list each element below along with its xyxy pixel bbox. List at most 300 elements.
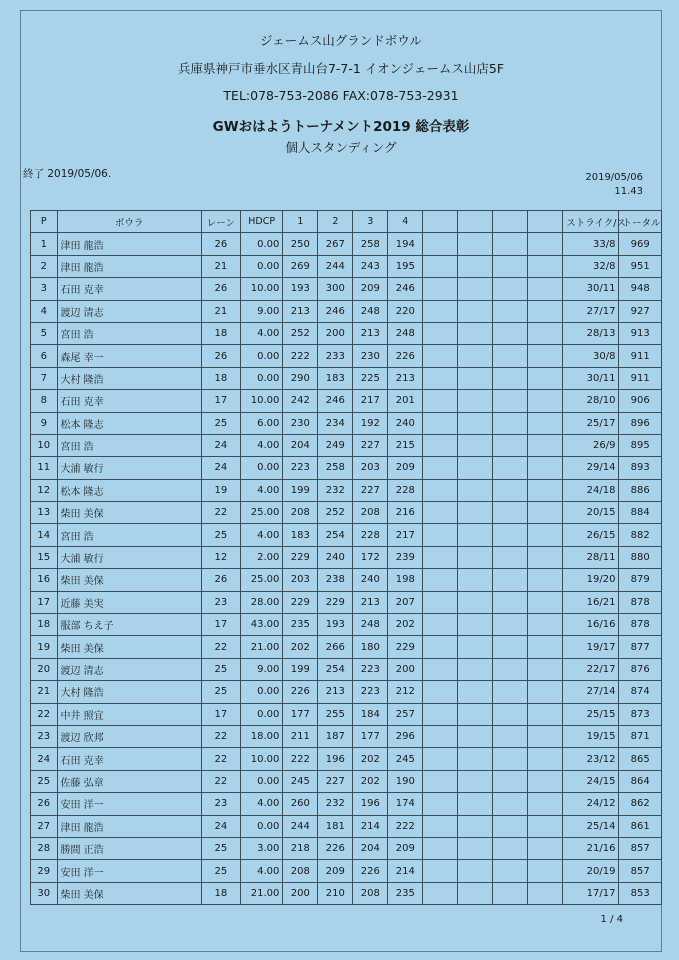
game2-cell: 210 [318, 882, 353, 904]
standing-subtitle: 個人スタンディング [285, 140, 397, 155]
game2-cell: 255 [318, 703, 353, 725]
game2-cell: 240 [318, 546, 353, 568]
empty-cell [493, 614, 528, 636]
empty-cell [458, 882, 493, 904]
hdcp-cell: 9.00 [240, 300, 282, 322]
lane-cell: 19 [201, 479, 240, 501]
strike-spare-cell: 19/15 [563, 725, 619, 747]
game2-cell: 187 [318, 725, 353, 747]
game4-cell: 257 [388, 703, 423, 725]
game1-cell: 203 [283, 569, 318, 591]
empty-cell [528, 636, 563, 658]
empty-cell [493, 502, 528, 524]
hdcp-cell: 0.00 [240, 815, 282, 837]
game3-cell: 202 [353, 748, 388, 770]
bowler-name-cell: 津田 龍浩 [57, 255, 201, 277]
game3-cell: 226 [353, 860, 388, 882]
empty-cell [458, 434, 493, 456]
game1-cell: 245 [283, 770, 318, 792]
lane-cell: 22 [201, 636, 240, 658]
bowler-name-cell: 安田 洋一 [57, 793, 201, 815]
hdcp-cell: 0.00 [240, 233, 282, 255]
game1-cell: 290 [283, 367, 318, 389]
tournament-title: GWおはようトーナメント2019 総合表彰 [212, 119, 470, 135]
table-row [31, 748, 662, 770]
bowler-name-cell: 松本 隆志 [57, 412, 201, 434]
total-cell: 862 [619, 793, 662, 815]
game4-cell: 194 [388, 233, 423, 255]
total-cell: 876 [619, 658, 662, 680]
lane-cell: 26 [201, 278, 240, 300]
strike-spare-cell: 27/14 [563, 681, 619, 703]
strike-spare-cell: 30/11 [563, 367, 619, 389]
game3-cell: 230 [353, 345, 388, 367]
empty-cell [458, 860, 493, 882]
total-cell: 927 [619, 300, 662, 322]
game3-cell: 208 [353, 882, 388, 904]
bowler-name-cell: 近藤 美実 [57, 591, 201, 613]
game3-cell: 248 [353, 300, 388, 322]
empty-cell [458, 658, 493, 680]
rank-cell: 15 [31, 546, 58, 568]
hdcp-cell: 9.00 [240, 658, 282, 680]
strike-spare-cell: 25/15 [563, 703, 619, 725]
table-row [31, 479, 662, 501]
lane-cell: 24 [201, 434, 240, 456]
total-cell: 853 [619, 882, 662, 904]
game3-cell: 228 [353, 524, 388, 546]
game2-cell: 244 [318, 255, 353, 277]
game2-cell: 227 [318, 770, 353, 792]
standings-table [30, 210, 662, 905]
empty-cell [458, 367, 493, 389]
hdcp-cell: 21.00 [240, 636, 282, 658]
rank-cell: 26 [31, 793, 58, 815]
empty-cell [423, 770, 458, 792]
lane-cell: 25 [201, 524, 240, 546]
empty-cell [493, 703, 528, 725]
game4-cell: 212 [388, 681, 423, 703]
empty-cell [493, 882, 528, 904]
score-sheet [20, 10, 662, 952]
bowler-name-cell: 渡辺 清志 [57, 658, 201, 680]
total-cell: 857 [619, 860, 662, 882]
bowler-name-cell: 渡辺 欣邦 [57, 725, 201, 747]
empty-cell [493, 457, 528, 479]
table-row [31, 703, 662, 725]
bowler-name-cell: 渡辺 清志 [57, 300, 201, 322]
game3-cell: 202 [353, 770, 388, 792]
rank-cell: 3 [31, 278, 58, 300]
game2-cell: 232 [318, 793, 353, 815]
game2-cell: 213 [318, 681, 353, 703]
game2-cell: 300 [318, 278, 353, 300]
empty-cell [493, 793, 528, 815]
print-date: 2019/05/06 [585, 172, 643, 183]
total-cell: 877 [619, 636, 662, 658]
empty-cell [423, 322, 458, 344]
game2-cell: 254 [318, 524, 353, 546]
game1-cell: 226 [283, 681, 318, 703]
game1-cell: 229 [283, 591, 318, 613]
table-row [31, 770, 662, 792]
col-header [528, 211, 563, 233]
game2-cell: 209 [318, 860, 353, 882]
empty-cell [458, 703, 493, 725]
game3-cell: 213 [353, 322, 388, 344]
game1-cell: 260 [283, 793, 318, 815]
table-row [31, 502, 662, 524]
game1-cell: 244 [283, 815, 318, 837]
bowler-name-cell: 宮田 浩 [57, 322, 201, 344]
col-header: 3 [353, 211, 388, 233]
game1-cell: 235 [283, 614, 318, 636]
game4-cell: 190 [388, 770, 423, 792]
lane-cell: 21 [201, 300, 240, 322]
empty-cell [423, 882, 458, 904]
lane-cell: 26 [201, 233, 240, 255]
hdcp-cell: 21.00 [240, 882, 282, 904]
table-row [31, 457, 662, 479]
empty-cell [458, 390, 493, 412]
empty-cell [493, 748, 528, 770]
game1-cell: 202 [283, 636, 318, 658]
rank-cell: 25 [31, 770, 58, 792]
empty-cell [493, 681, 528, 703]
lane-cell: 22 [201, 770, 240, 792]
game4-cell: 198 [388, 569, 423, 591]
empty-cell [528, 434, 563, 456]
empty-cell [493, 412, 528, 434]
game3-cell: 203 [353, 457, 388, 479]
game3-cell: 258 [353, 233, 388, 255]
game4-cell: 202 [388, 614, 423, 636]
empty-cell [493, 569, 528, 591]
strike-spare-cell: 25/14 [563, 815, 619, 837]
lane-cell: 23 [201, 591, 240, 613]
game4-cell: 229 [388, 636, 423, 658]
game4-cell: 240 [388, 412, 423, 434]
empty-cell [528, 725, 563, 747]
empty-cell [458, 748, 493, 770]
table-row [31, 322, 662, 344]
table-row [31, 546, 662, 568]
empty-cell [423, 233, 458, 255]
hdcp-cell: 10.00 [240, 278, 282, 300]
col-header: P [31, 211, 58, 233]
game4-cell: 296 [388, 725, 423, 747]
game1-cell: 208 [283, 502, 318, 524]
table-row [31, 793, 662, 815]
total-cell: 874 [619, 681, 662, 703]
empty-cell [528, 793, 563, 815]
empty-cell [458, 300, 493, 322]
col-header: レーン [201, 211, 240, 233]
lane-cell: 12 [201, 546, 240, 568]
empty-cell [493, 233, 528, 255]
game3-cell: 196 [353, 793, 388, 815]
game2-cell: 266 [318, 636, 353, 658]
strike-spare-cell: 24/18 [563, 479, 619, 501]
empty-cell [423, 457, 458, 479]
col-header: 4 [388, 211, 423, 233]
game3-cell: 184 [353, 703, 388, 725]
lane-cell: 22 [201, 725, 240, 747]
empty-cell [528, 860, 563, 882]
empty-cell [528, 412, 563, 434]
empty-cell [528, 390, 563, 412]
empty-cell [493, 255, 528, 277]
empty-cell [493, 479, 528, 501]
lane-cell: 26 [201, 569, 240, 591]
game4-cell: 174 [388, 793, 423, 815]
empty-cell [458, 725, 493, 747]
lane-cell: 24 [201, 815, 240, 837]
game2-cell: 254 [318, 658, 353, 680]
rank-cell: 7 [31, 367, 58, 389]
empty-cell [423, 278, 458, 300]
rank-cell: 23 [31, 725, 58, 747]
empty-cell [423, 748, 458, 770]
game1-cell: 269 [283, 255, 318, 277]
empty-cell [493, 815, 528, 837]
empty-cell [458, 412, 493, 434]
empty-cell [423, 703, 458, 725]
hdcp-cell: 28.00 [240, 591, 282, 613]
table-row [31, 434, 662, 456]
empty-cell [458, 636, 493, 658]
game1-cell: 193 [283, 278, 318, 300]
venue-name: ジェームス山グランドボウル [260, 33, 422, 48]
table-row [31, 569, 662, 591]
table-row [31, 412, 662, 434]
total-cell: 861 [619, 815, 662, 837]
empty-cell [458, 479, 493, 501]
rank-cell: 16 [31, 569, 58, 591]
game3-cell: 209 [353, 278, 388, 300]
bowler-name-cell: 津田 龍浩 [57, 233, 201, 255]
empty-cell [423, 725, 458, 747]
game4-cell: 220 [388, 300, 423, 322]
strike-spare-cell: 23/12 [563, 748, 619, 770]
empty-cell [493, 860, 528, 882]
hdcp-cell: 4.00 [240, 479, 282, 501]
bowler-name-cell: 大村 隆浩 [57, 681, 201, 703]
game2-cell: 193 [318, 614, 353, 636]
game4-cell: 222 [388, 815, 423, 837]
bowler-name-cell: 安田 洋一 [57, 860, 201, 882]
game3-cell: 204 [353, 837, 388, 859]
game3-cell: 243 [353, 255, 388, 277]
total-cell: 948 [619, 278, 662, 300]
hdcp-cell: 0.00 [240, 367, 282, 389]
empty-cell [458, 457, 493, 479]
empty-cell [528, 748, 563, 770]
game1-cell: 222 [283, 748, 318, 770]
strike-spare-cell: 25/17 [563, 412, 619, 434]
empty-cell [423, 255, 458, 277]
hdcp-cell: 0.00 [240, 345, 282, 367]
empty-cell [528, 502, 563, 524]
rank-cell: 13 [31, 502, 58, 524]
game2-cell: 233 [318, 345, 353, 367]
empty-cell [528, 457, 563, 479]
col-header [458, 211, 493, 233]
table-row [31, 837, 662, 859]
rank-cell: 4 [31, 300, 58, 322]
empty-cell [458, 837, 493, 859]
col-header [493, 211, 528, 233]
hdcp-cell: 0.00 [240, 770, 282, 792]
rank-cell: 24 [31, 748, 58, 770]
strike-spare-cell: 27/17 [563, 300, 619, 322]
table-row [31, 658, 662, 680]
empty-cell [423, 434, 458, 456]
strike-spare-cell: 29/14 [563, 457, 619, 479]
lane-cell: 24 [201, 457, 240, 479]
empty-cell [423, 658, 458, 680]
hdcp-cell: 25.00 [240, 569, 282, 591]
game4-cell: 235 [388, 882, 423, 904]
strike-spare-cell: 33/8 [563, 233, 619, 255]
print-time: 11.43 [614, 186, 643, 197]
hdcp-cell: 10.00 [240, 390, 282, 412]
empty-cell [423, 524, 458, 546]
col-header: HDCP [240, 211, 282, 233]
game4-cell: 209 [388, 837, 423, 859]
game1-cell: 208 [283, 860, 318, 882]
hdcp-cell: 2.00 [240, 546, 282, 568]
empty-cell [458, 591, 493, 613]
bowler-name-cell: 松本 隆志 [57, 479, 201, 501]
page-indicator: 1 / 4 [600, 914, 623, 925]
game4-cell: 214 [388, 860, 423, 882]
empty-cell [528, 546, 563, 568]
empty-cell [528, 367, 563, 389]
strike-spare-cell: 24/12 [563, 793, 619, 815]
bowler-name-cell: 宮田 浩 [57, 434, 201, 456]
game2-cell: 229 [318, 591, 353, 613]
strike-spare-cell: 19/20 [563, 569, 619, 591]
rank-cell: 19 [31, 636, 58, 658]
table-row [31, 524, 662, 546]
table-row [31, 614, 662, 636]
empty-cell [423, 614, 458, 636]
col-header [423, 211, 458, 233]
empty-cell [458, 345, 493, 367]
rank-cell: 20 [31, 658, 58, 680]
game4-cell: 201 [388, 390, 423, 412]
table-row [31, 390, 662, 412]
game1-cell: 200 [283, 882, 318, 904]
empty-cell [528, 658, 563, 680]
empty-cell [458, 524, 493, 546]
game4-cell: 216 [388, 502, 423, 524]
lane-cell: 21 [201, 255, 240, 277]
empty-cell [528, 703, 563, 725]
lane-cell: 25 [201, 681, 240, 703]
total-cell: 865 [619, 748, 662, 770]
lane-cell: 25 [201, 658, 240, 680]
lane-cell: 18 [201, 882, 240, 904]
game4-cell: 228 [388, 479, 423, 501]
empty-cell [493, 322, 528, 344]
lane-cell: 17 [201, 390, 240, 412]
empty-cell [423, 569, 458, 591]
game2-cell: 196 [318, 748, 353, 770]
empty-cell [493, 591, 528, 613]
bowler-name-cell: 大村 隆浩 [57, 367, 201, 389]
table-row [31, 815, 662, 837]
empty-cell [493, 278, 528, 300]
lane-cell: 23 [201, 793, 240, 815]
game3-cell: 214 [353, 815, 388, 837]
rank-cell: 9 [31, 412, 58, 434]
empty-cell [528, 479, 563, 501]
rank-cell: 29 [31, 860, 58, 882]
bowler-name-cell: 柴田 美保 [57, 502, 201, 524]
game3-cell: 208 [353, 502, 388, 524]
game4-cell: 207 [388, 591, 423, 613]
game1-cell: 223 [283, 457, 318, 479]
bowler-name-cell: 石田 克幸 [57, 278, 201, 300]
total-cell: 913 [619, 322, 662, 344]
lane-cell: 18 [201, 367, 240, 389]
bowler-name-cell: 中井 照宜 [57, 703, 201, 725]
empty-cell [458, 278, 493, 300]
game3-cell: 180 [353, 636, 388, 658]
empty-cell [458, 770, 493, 792]
table-row [31, 636, 662, 658]
total-cell: 886 [619, 479, 662, 501]
game4-cell: 213 [388, 367, 423, 389]
rank-cell: 14 [31, 524, 58, 546]
game2-cell: 234 [318, 412, 353, 434]
total-cell: 951 [619, 255, 662, 277]
table-row [31, 300, 662, 322]
empty-cell [528, 300, 563, 322]
empty-cell [528, 255, 563, 277]
empty-cell [423, 636, 458, 658]
total-cell: 878 [619, 591, 662, 613]
lane-cell: 17 [201, 614, 240, 636]
empty-cell [423, 860, 458, 882]
game2-cell: 246 [318, 390, 353, 412]
empty-cell [458, 255, 493, 277]
empty-cell [423, 591, 458, 613]
game4-cell: 245 [388, 748, 423, 770]
game2-cell: 200 [318, 322, 353, 344]
total-cell: 895 [619, 434, 662, 456]
empty-cell [423, 837, 458, 859]
lane-cell: 18 [201, 322, 240, 344]
empty-cell [528, 345, 563, 367]
rank-cell: 11 [31, 457, 58, 479]
hdcp-cell: 18.00 [240, 725, 282, 747]
empty-cell [423, 412, 458, 434]
hdcp-cell: 0.00 [240, 703, 282, 725]
hdcp-cell: 0.00 [240, 255, 282, 277]
game1-cell: 242 [283, 390, 318, 412]
strike-spare-cell: 21/16 [563, 837, 619, 859]
strike-spare-cell: 28/10 [563, 390, 619, 412]
table-row [31, 860, 662, 882]
game3-cell: 225 [353, 367, 388, 389]
bowler-name-cell: 柴田 美保 [57, 569, 201, 591]
empty-cell [528, 591, 563, 613]
total-cell: 884 [619, 502, 662, 524]
empty-cell [458, 233, 493, 255]
